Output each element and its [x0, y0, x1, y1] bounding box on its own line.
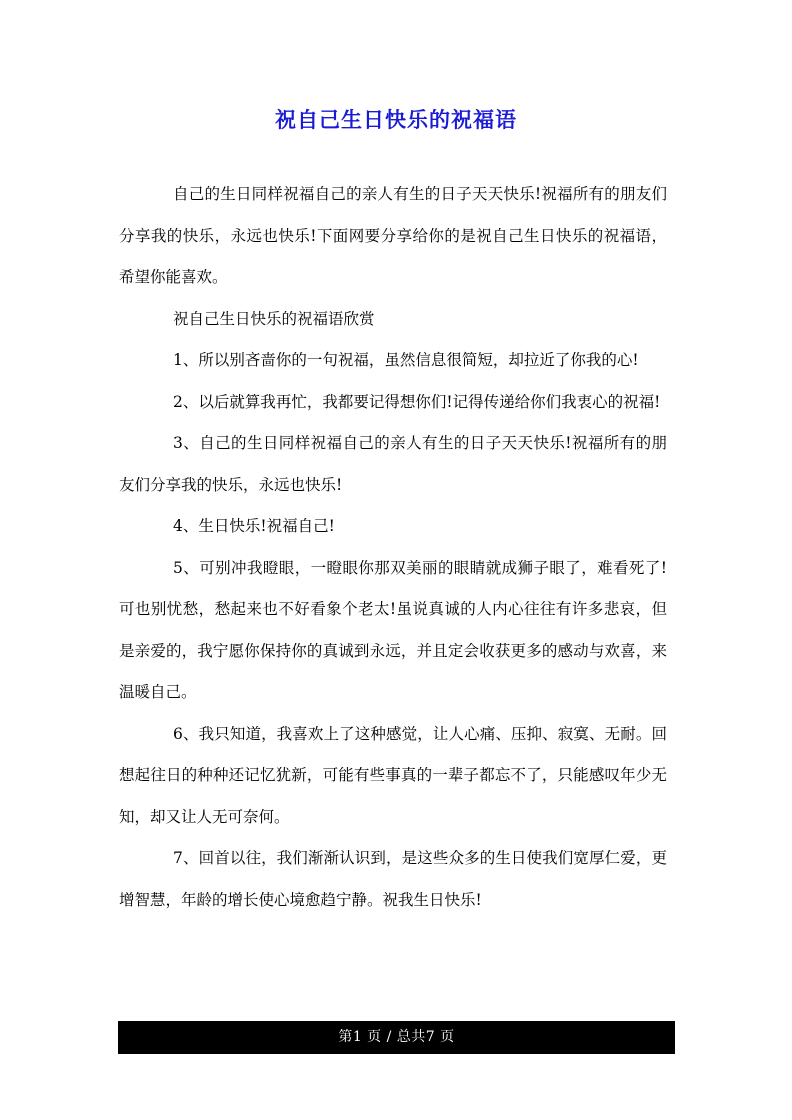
page-footer-bar [118, 1021, 675, 1054]
list-item: 1、所以别吝啬你的一句祝福，虽然信息很简短，却拉近了你我的心! [173, 351, 639, 369]
section-heading: 祝自己生日快乐的祝福语欣赏 [173, 309, 375, 328]
intro-paragraph: 自己的生日同样祝福自己的亲人有生的日子天天快乐!祝福所有的朋友们分享我的快乐，永远也快乐!下面网要分享给你的是祝自己生日快乐的祝福语，希望你能喜欢。 [119, 185, 667, 286]
list-item: 2、以后就算我再忙，我都要记得想你们!记得传递给你们我衷心的祝福! [173, 392, 661, 411]
list-item: 3、自己的生日同样祝福自己的亲人有生的日子天天快乐!祝福所有的朋友们分享我的快乐，永远也快乐! [119, 434, 667, 494]
page-number: 第1 页 / 总共7 页 [338, 1029, 455, 1045]
document-title: 祝自己生日快乐的祝福语 [275, 108, 517, 132]
list-item: 6、我只知道，我喜欢上了这种感觉，让人心痛、压抑、寂寞、无耐。回想起往日的种种还记忆犹新，可能有些事真的一辈子都忘不了，只能感叹年少无知，却又让人无可奈何。 [119, 724, 667, 826]
list-item: 7、回首以往，我们渐渐认识到，是这些众多的生日使我们宽厚仁爱，更增智慧，年龄的增长使心境愈趋宁静。祝我生日快乐! [119, 849, 667, 909]
list-item: 4、生日快乐!祝福自己! [173, 517, 335, 535]
document-body [119, 174, 667, 921]
list-item: 5、可别冲我瞪眼，一瞪眼你那双美丽的眼睛就成狮子眼了，难看死了!可也别忧愁，愁起来也不好看象个老太!虽说真诚的人内心往往有许多悲哀，但是亲爱的，我宁愿你保持你的真诚到永远，并且定会收获更多的感动与欢喜，来温暖自己。 [119, 558, 667, 701]
